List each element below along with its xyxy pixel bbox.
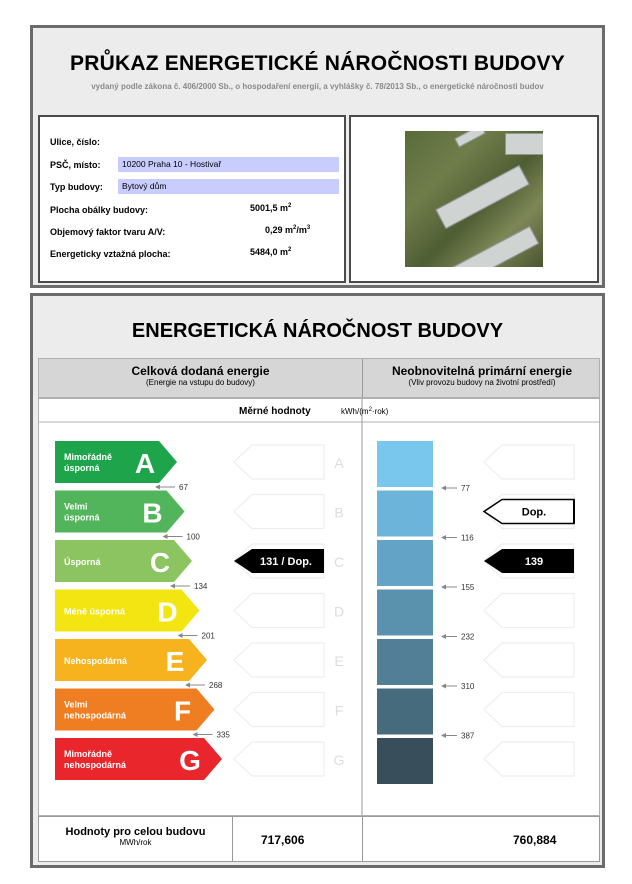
right-bar-b <box>377 491 433 537</box>
photo-box <box>349 115 599 283</box>
ref-area-label: Energeticky vztažná plocha: <box>50 249 171 259</box>
right-bar-f <box>377 689 433 735</box>
type-label: Typ budovy: <box>50 182 103 192</box>
ghost-arrow-right-e <box>484 643 574 677</box>
class-letter-a: A <box>134 448 156 479</box>
header-panel <box>30 25 605 288</box>
threshold-right-b: 116 <box>461 533 474 543</box>
class-label-a-line1: Mimořádně <box>64 452 113 462</box>
left-column-header: Celková dodaná energie (Energie na vstupu do budovy) <box>131 364 270 387</box>
ghost-arrow-left-d <box>234 594 324 628</box>
class-label-b-line2: úsporná <box>64 512 100 523</box>
class-label-c: Úsporná <box>64 557 101 567</box>
street-label: Ulice, číslo: <box>50 137 101 147</box>
class-label-f-line2: nehospodárná <box>64 710 127 721</box>
energy-class-svg <box>39 399 599 815</box>
ghost-arrow-right-f <box>484 693 574 727</box>
energy-class-chart <box>38 398 600 816</box>
threshold-left-b: 100 <box>186 532 200 542</box>
threshold-right-d: 232 <box>461 632 475 642</box>
ghost-arrow-left-b <box>234 495 324 529</box>
ref-area-value: 5484,0 $m^2$ <box>250 247 292 257</box>
threshold-right-f: 387 <box>461 731 475 741</box>
energy-panel <box>30 293 605 868</box>
class-letter-f: F <box>173 695 192 727</box>
class-label-d: Méně úsporná <box>64 606 126 617</box>
class-label-e: Nehospodárná <box>64 656 128 666</box>
right-bar-g <box>377 738 433 784</box>
class-arrow-b <box>55 491 185 533</box>
psc-value: 10200 Praha 10 - Hostivař <box>118 157 339 172</box>
street-value <box>118 135 339 150</box>
class-label-a-line2: úsporná <box>64 463 100 473</box>
ghost-letter-f: F <box>334 702 344 719</box>
ghost-arrow-right-a <box>484 445 574 479</box>
threshold-right-e: 310 <box>461 682 475 691</box>
threshold-left-d: 201 <box>201 631 215 641</box>
building-info-box <box>38 115 346 283</box>
ghost-letter-c: C <box>333 554 345 570</box>
ghost-arrow-left-g <box>234 742 324 776</box>
section-title: ENERGETICKÁ NÁROČNOST BUDOVY <box>131 320 504 342</box>
ghost-letter-e: E <box>334 653 344 669</box>
threshold-left-c: 134 <box>194 582 208 591</box>
ghost-arrow-left-e <box>234 643 324 677</box>
class-letter-c: C <box>149 547 171 578</box>
threshold-right-c: 155 <box>461 583 475 592</box>
right-indicator-text-1: 139 <box>524 556 544 568</box>
class-letter-b: B <box>142 497 163 529</box>
right-bar-a <box>377 441 433 487</box>
right-bar-e <box>377 639 433 685</box>
footer-left-value: 717,606 <box>261 833 305 847</box>
type-value: Bytový dům <box>118 179 339 194</box>
ghost-arrow-left-a <box>234 445 324 479</box>
area-label: Plocha obálky budovy: <box>50 205 149 215</box>
class-label-f-line1: Velmi <box>64 699 88 710</box>
class-arrow-a <box>55 441 177 483</box>
footer-label: Hodnoty pro celou budovu MWh/rok <box>65 826 206 847</box>
ghost-letter-g: G <box>333 752 345 768</box>
right-indicator-text-0: Dop. <box>521 506 547 519</box>
footer-row <box>38 816 600 862</box>
ghost-arrow-left-f <box>234 693 324 727</box>
factor-label: Objemový faktor tvaru A/V: <box>50 227 166 237</box>
footer-right-value: 760,884 <box>513 833 557 847</box>
ghost-letter-a: A <box>334 455 344 471</box>
right-column-header: Neobnovitelná primární energie (Vliv provozu budovy na životní prostředí) <box>391 364 573 387</box>
right-bar-d <box>377 590 433 636</box>
threshold-left-a: 67 <box>179 483 188 492</box>
page-subtitle: vydaný podle zákona č. 406/2000 Sb., o hospodaření energií, a vyhlášky č. 78/2013 Sb., o energetické náročnosti budov <box>91 82 544 91</box>
ghost-letter-d: D <box>333 603 345 620</box>
left-indicator-text: 131 / Dop. <box>260 556 312 568</box>
area-value: 5001,5 $m^2$ <box>250 203 292 213</box>
psc-label: PSČ, místo: <box>50 160 101 170</box>
class-label-g-line2: nehospodárná <box>64 760 127 770</box>
building-aerial-photo <box>405 131 543 267</box>
threshold-left-f: 335 <box>216 730 230 740</box>
class-letter-e: E <box>165 646 185 677</box>
class-label-b-line1: Velmi <box>64 501 88 512</box>
column-headers <box>38 358 600 398</box>
specific-values-unit: kWh/$(m^2\cdot rok)$ <box>341 407 389 416</box>
class-label-g-line1: Mimořádně <box>64 749 113 759</box>
class-letter-d: D <box>157 596 178 628</box>
class-letter-g: G <box>179 745 201 776</box>
page-title: PRŮKAZ ENERGETICKÉ NÁROČNOSTI BUDOVY <box>70 52 565 75</box>
threshold-right-a: 77 <box>461 484 470 493</box>
ghost-letter-b: B <box>334 504 344 521</box>
threshold-left-e: 268 <box>209 681 223 690</box>
ghost-arrow-right-d <box>484 594 574 628</box>
right-bar-c <box>377 540 433 586</box>
specific-values-label: Měrné hodnoty <box>239 406 311 417</box>
factor-value: 0,29 $m^2/m^3$ <box>265 225 311 235</box>
ghost-arrow-right-g <box>484 742 574 776</box>
